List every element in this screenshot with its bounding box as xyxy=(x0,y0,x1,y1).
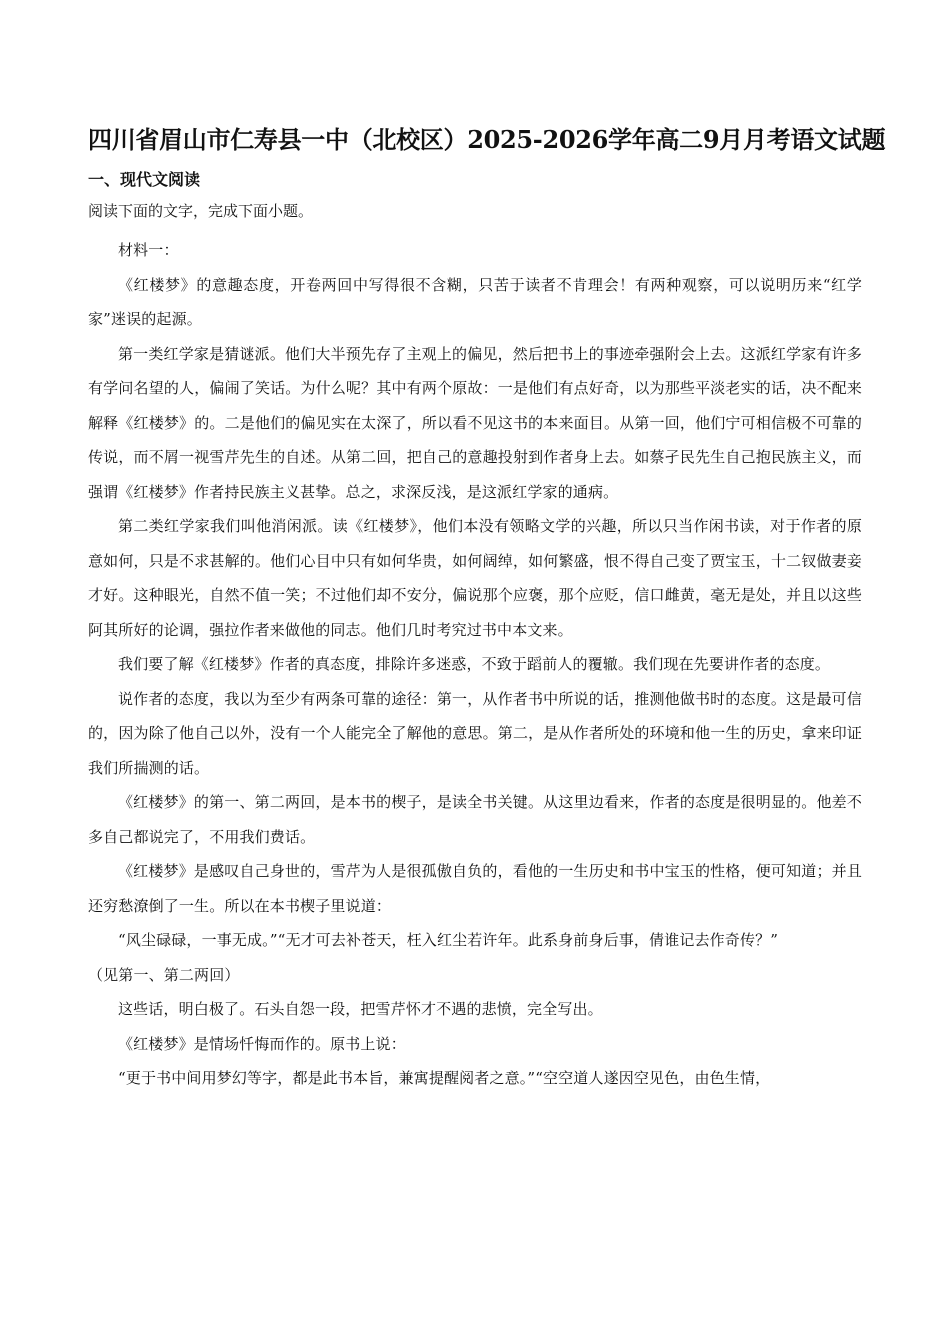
section-heading: 一、现代文阅读 xyxy=(88,170,201,189)
reading-passage xyxy=(88,233,862,1096)
document-title: 四川省眉山市仁寿县一中（北校区）2025-2026学年高二9月月考语文试题 xyxy=(88,125,886,154)
paragraph: 说作者的态度，我以为至少有两条可靠的途径：第一，从作者书中所说的话，推测他做书时的态度。这是最可信的，因为除了他自己以外，没有一个人能完全了解他的意思。第二，是从作者所处的环境和他一生的历史，拿来印证我们所揣测的话。 xyxy=(88,689,862,777)
citation-note: （见第一、第二两回） xyxy=(88,965,240,984)
paragraph: 《红楼梦》的意趣态度，开卷两回中写得很不含糊，只苦于读者不肯理会！有两种观察，可以说明历来“红学家”迷误的起源。 xyxy=(88,275,862,328)
paragraph: 我们要了解《红楼梦》作者的真态度，排除许多迷惑，不致于蹈前人的覆辙。我们现在先要讲作者的态度。 xyxy=(118,655,831,673)
quotation: “风尘碌碌，一事无成。”“无才可去补苍天，枉入红尘若许年。此系身前身后事，倩谁记去作奇传？” xyxy=(118,931,779,949)
paragraph: 第一类红学家是猜谜派。他们大半预先存了主观上的偏见，然后把书上的事迹牵强附会上去。这派红学家有许多有学问名望的人，偏闹了笑话。为什么呢？其中有两个原故：一是他们有点好奇，以为那些平淡老实的话，决不配来解释《红楼梦》的。二是他们的偏见实在太深了，所以看不见这书的本来面目。从第一回，他们宁可相信极不可靠的传说，而不屑一视雪芹先生的自述。从第二回，把自己的意趣投射到作者身上去。如蔡孑民先生自己抱民族主义，而强谓《红楼梦》作者持民族主义甚挚。总之，求深反浅，是这派红学家的通病。 xyxy=(88,344,862,501)
paragraph: 《红楼梦》的第一、第二两回，是本书的楔子，是读全书关键。从这里边看来，作者的态度是很明显的。他差不多自己都说完了，不用我们费话。 xyxy=(88,793,862,846)
quotation: “更于书中间用梦幻等字，都是此书本旨，兼寓提醒阅者之意。”“空空道人遂因空见色，由色生情， xyxy=(118,1069,771,1087)
reading-instruction: 阅读下面的文字，完成下面小题。 xyxy=(88,202,314,220)
paragraph: 这些话，明白极了。石头自怨一段，把雪芹怀才不遇的悲愤，完全写出。 xyxy=(118,1000,603,1018)
paragraph: 《红楼梦》是感叹自己身世的，雪芹为人是很孤傲自负的，看他的一生历史和书中宝玉的性格，便可知道；并且还穷愁潦倒了一生。所以在本书楔子里说道： xyxy=(88,862,862,915)
paragraph: 第二类红学家我们叫他消闲派。读《红楼梦》，他们本没有领略文学的兴趣，所以只当作闲书读，对于作者的原意如何，只是不求甚解的。他们心目中只有如何华贵，如何阔绰，如何繁盛，恨不得自己变了贾宝玉，十二钗做妻妾才好。这种眼光，自然不值一笑；不过他们却不安分，偏说那个应褒，那个应贬，信口雌黄，毫无是处，并且以这些阿其所好的论调，强拉作者来做他的同志。他们几时考究过书中本文来。 xyxy=(88,517,862,639)
material-label: 材料一： xyxy=(118,241,179,259)
paragraph: 《红楼梦》是情场忏悔而作的。原书上说： xyxy=(118,1034,406,1053)
